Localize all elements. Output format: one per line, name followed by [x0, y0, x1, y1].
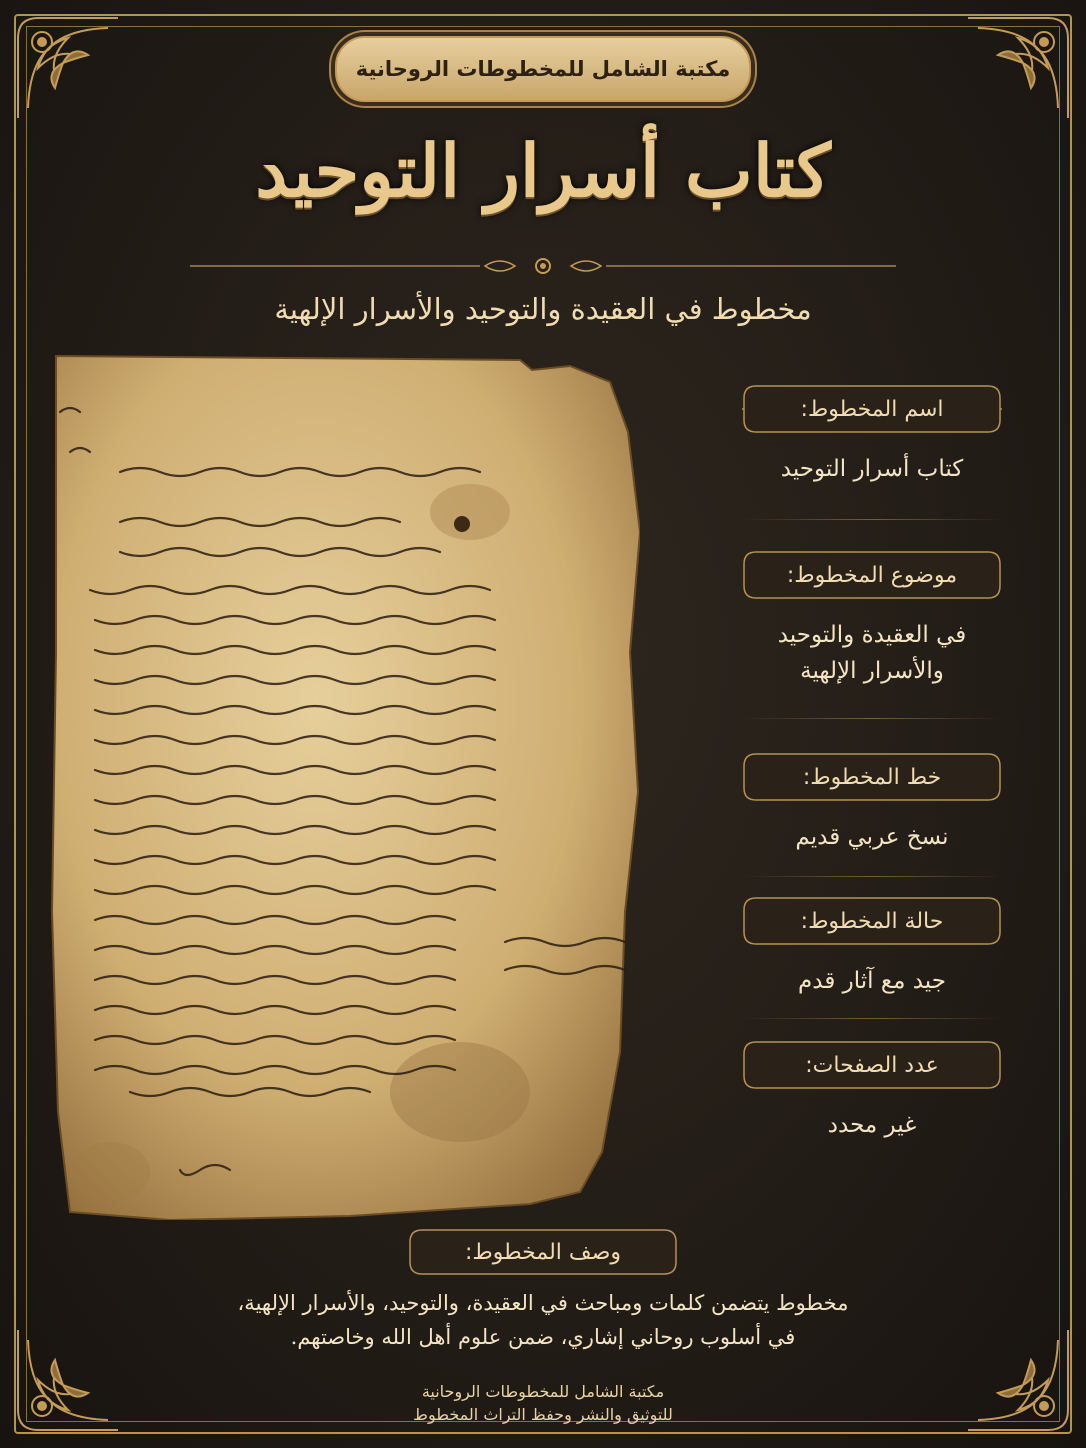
- info-label-box: [742, 896, 1002, 946]
- footer-line: مكتبة الشامل للمخطوطات الروحانية: [421, 1382, 665, 1401]
- page-subtitle: مخطوط في العقيدة والتوحيد والأسرار الإلهية: [274, 292, 812, 326]
- description-line: مخطوط يتضمن كلمات ومباحث في العقيدة، والتوحيد، والأسرار الإلهية،: [237, 1291, 849, 1315]
- info-item-pages: [712, 1040, 1032, 1144]
- info-label: عدد الصفحات:: [805, 1052, 939, 1078]
- info-value: نسخ عربي قديم: [795, 824, 949, 850]
- info-separator: [742, 1018, 1002, 1019]
- info-value: في العقيدة والتوحيد والأسرار الإلهية: [777, 622, 967, 684]
- description-text: [120, 1287, 966, 1354]
- corner-ornament-icon: [8, 8, 128, 128]
- info-value: كتاب أسرار التوحيد: [780, 456, 964, 482]
- info-label: اسم المخطوط:: [800, 396, 944, 422]
- info-label-box: [742, 384, 1002, 434]
- info-label: خط المخطوط:: [802, 764, 942, 790]
- footer: [0, 1380, 1086, 1426]
- info-separator: [742, 718, 1002, 719]
- footer-line: للتوثيق والنشر وحفظ التراث المخطوط: [413, 1405, 673, 1425]
- info-item-condition: [712, 896, 1032, 1000]
- info-separator: [742, 876, 1002, 877]
- corner-ornament-icon: [958, 8, 1078, 128]
- info-label: حالة المخطوط:: [800, 908, 944, 934]
- info-separator: [742, 519, 1002, 520]
- info-label-box: [742, 752, 1002, 802]
- info-item-name: [712, 384, 1032, 488]
- page-title: كتاب أسرار التوحيد: [255, 128, 831, 213]
- description-label-box: [408, 1228, 678, 1276]
- library-badge: [335, 36, 751, 102]
- info-label: موضوع المخطوط:: [786, 562, 958, 588]
- info-label-box: [742, 550, 1002, 600]
- info-value: غير محدد: [827, 1112, 917, 1138]
- info-item-script: [712, 752, 1032, 856]
- description-line: في أسلوب روحاني إشاري، ضمن علوم أهل الله وخاصتهم.: [290, 1324, 796, 1349]
- library-badge-text: مكتبة الشامل للمخطوطات الروحانية: [355, 57, 731, 81]
- info-label-box: [742, 1040, 1002, 1090]
- divider-ornament-icon: [190, 256, 896, 276]
- info-item-subject: [712, 550, 1032, 689]
- manuscript-image: [50, 352, 640, 1220]
- info-value: جيد مع آثار قدم: [798, 968, 946, 994]
- description-label: وصف المخطوط:: [465, 1239, 621, 1265]
